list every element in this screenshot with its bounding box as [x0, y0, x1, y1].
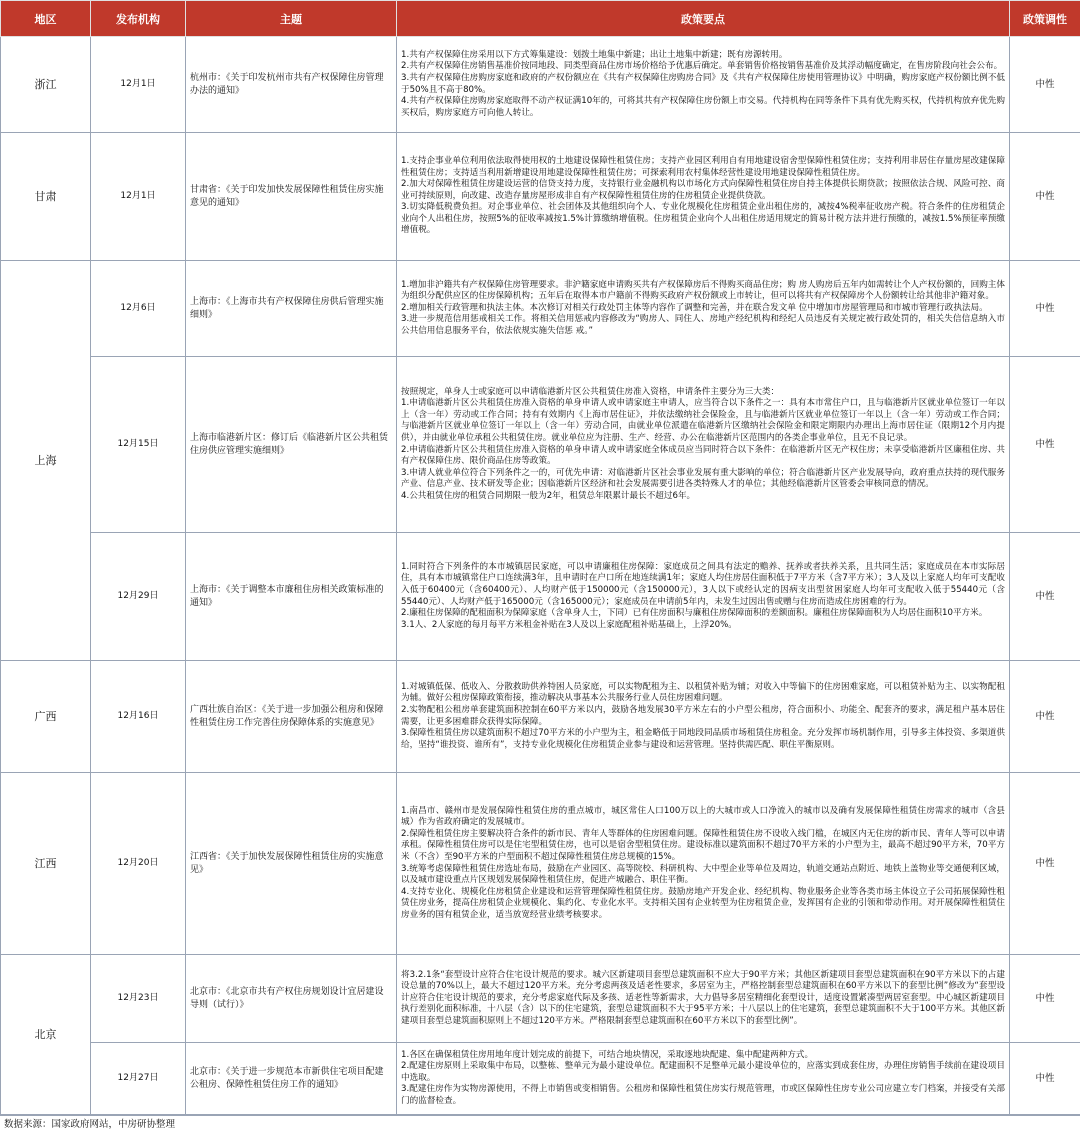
tone-cell: 中性	[1010, 955, 1080, 1043]
policy-point: 2.申请临港新片区公共租赁住房准入资格的单身申请人或申请家庭全体成员应当同时符合以下条件：在临港新片区无产权住房；未享受临港新片区廉租住房、共有产权保障住房、限价商品住房等政策。	[401, 444, 1005, 467]
policy-point: 4.共有产权保障住房购房家庭取得不动产权证满10年的，可将其共有产权保障住房份额上市交易。代持机构在同等条件下具有优先购买权，代持机构放弃优先购买权后，购房家庭方可向他人转让。	[401, 96, 1005, 118]
theme-cell: 杭州市：《关于印发杭州市共有产权保障住房管理办法的通知》	[186, 37, 397, 133]
table-row	[1, 37, 1080, 133]
policy-point: 3.1人、2人家庭的每月每平方米租金补贴在3人及以上家庭配租补贴基础上，上浮20%。	[401, 619, 737, 630]
theme-cell: 甘肃省：《关于印发加快发展保障性租赁住房实施意见的通知》	[186, 133, 397, 261]
header-issuer: 发布机构	[91, 1, 186, 37]
policy-point: 1.对城镇低保、低收入、分散救助供养特困人员家庭，可以实物配租为主、以租赁补贴为辅；对收入中等偏下的住房困难家庭，可以租赁补贴为主、以实物配租为辅。做好公租房保障政策衔接，推动解决从事基本公共服务行业人员住房困难问题。	[401, 681, 1005, 704]
tone-cell: 中性	[1010, 37, 1080, 133]
table-row	[1, 133, 1080, 261]
policy-point: 2.实物配租公租房单套建筑面积控制在60平方米以内，鼓励各地发展30平方米左右的小户型公租房，符合面积小、功能全、配套齐的要求，满足租户基本居住需要，让更多困难群众获得实际保障。	[401, 704, 1005, 727]
policy-point: 1.支持企事业单位利用依法取得使用权的土地建设保障性租赁住房；支持产业园区利用自有用地建设宿舍型保障性租赁住房；支持利用非居住存量房屋改建保障性租赁住房；支持适当利用新增建设用地建设保障性租赁住房；可探索利用农村集体经营性建设用地建设保障性租赁住房。	[401, 155, 1005, 178]
date-cell: 12月1日	[91, 37, 186, 133]
region-cell: 上海	[1, 261, 91, 661]
region-cell: 浙江	[1, 37, 91, 133]
theme-cell: 北京市：《北京市共有产权住房规划设计宜居建设导则（试行）》	[186, 955, 397, 1043]
policy-point: 4.公共租赁住房的租赁合同期限一般为2年，租赁总年限累计最长不超过6年。	[401, 490, 696, 501]
points-cell	[397, 1043, 1010, 1115]
header-points: 政策要点	[397, 1, 1010, 37]
policy-point: 1.申请临港新片区公共租赁住房准入资格的单身申请人或申请家庭主申请人，应当符合以下条件之一：具有本市常住户口，且与临港新片区就业单位签订一年以上（含一年）劳动或工作合同；持有有效期内《上海市居住证》，并依法缴纳社会保险金，且与临港新片区就业单位签订一年以上（含一年）劳动或工作合同；与临港新片区就业单位签订一年以上（含一年）劳动合同，由就业单位派遣在临港新片区缴纳社会保险金和限定期限内办理出上海市居住证（限期12个月内提供），并由就业单位承租公共租赁住房。就业单位应为注册、生产、经营、办公在临港新片区范围内的各类企事业单位，且无不良记录。	[401, 398, 1005, 443]
region-cell: 甘肃	[1, 133, 91, 261]
tone-cell: 中性	[1010, 261, 1080, 357]
policy-point: 1.同时符合下列条件的本市城镇居民家庭，可以申请廉租住房保障：家庭成员之间具有法定的赡养、抚养或者扶养关系，且共同生活；家庭成员在本市实际居住，具有本市城镇常住户口连续满3年，且申请时在户口所在地连续满1年；家庭人均住房居住面积低于7平方米（含7平方米）；3人及以上家庭人均年可支配收入低于60400元（含60400元）、人均财产低于150000元（含150000元），3人以下或经认定的因病支出型贫困家庭人均年可支配收入低于55440元（含55440元）、人均财产低于165000元（含165000元）；家庭成员在申请前5年内，未发生过因出售或赠与住房而造成住房困难的行为。	[401, 561, 1005, 607]
table-row	[1, 533, 1080, 661]
tone-cell: 中性	[1010, 661, 1080, 773]
policy-point: 2.加大对保障性租赁住房建设运营的信贷支持力度，支持银行业金融机构以市场化方式向保障性租赁住房自持主体提供长期贷款；按照依法合规、风险可控、商业可持续原则，向改建、改造存量房屋形成非自有产权保障性租赁住房的住房租赁企业提供贷款。	[401, 179, 1005, 201]
policy-point: 3.统筹考虑保障性租赁住房选址布局，鼓励在产业园区、高等院校、科研机构、大中型企业等单位及周边，轨道交通站点附近、地铁上盖物业等交通便利区域，以及城市建设重点片区规划发展保障性租赁住房，促进产城融合、职住平衡。	[401, 863, 1005, 886]
table-row	[1, 261, 1080, 357]
date-cell: 12月23日	[91, 955, 186, 1043]
policy-point: 将3.2.1条“套型设计应符合住宅设计规范的要求。城六区新建项目套型总建筑面积不应大于90平方米；其他区新建项目套型总建筑面积在90平方米以下的占建设总量的70%以上，最大不超过120平方米。充分考虑两孩及适老性要求，多居室为主，严格控制套型总建筑面积在60平方米以下的套型比例”修改为“套型设计应符合住宅设计规范的要求，充分考虑家庭代际及多孩、适老性等新需求，大力倡导多居室精细化套型设计，适度设置紧凑型两居室套型。中心城区新建项目执行差别化面积标准，十八层（含）以下的住宅建筑，套型总建筑面积不大于95平方米；十八层以上的住宅建筑，套型总建筑面积不大于100平方米。其他区新建项目套型总建筑面积原则上不超过120平方米。严格限制套型总建筑面积在60平方米以下的套型比例”。	[401, 969, 1005, 1026]
date-cell: 12月16日	[91, 661, 186, 773]
date-cell: 12月27日	[91, 1043, 186, 1115]
points-cell	[397, 661, 1010, 773]
policy-point: 2.共有产权保障住房销售基准价按同地段、同类型商品住房市场价格给予优惠后确定。单套销售价格按销售基准价及其浮动幅度确定，在售房阶段向社会公布。	[401, 61, 1003, 72]
table-row	[1, 955, 1080, 1043]
policy-point: 1.共有产权保障住房采用以下方式筹集建设：划拨土地集中新建；出让土地集中新建；既有房源转用。	[401, 49, 788, 60]
tone-cell: 中性	[1010, 133, 1080, 261]
tone-cell: 中性	[1010, 773, 1080, 955]
theme-cell: 广西壮族自治区：《关于进一步加强公租房和保障性租赁住房工作完善住房保障体系的实施意见》	[186, 661, 397, 773]
theme-cell: 江西省：《关于加快发展保障性租赁住房的实施意见》	[186, 773, 397, 955]
policy-point: 1.南昌市、赣州市是发展保障性租赁住房的重点城市，城区常住人口100万以上的大城市或人口净流入的城市以及确有发展保障性租赁住房需求的城市（含县城）作为省政府确定的发展城市。	[401, 805, 1005, 828]
table-row	[1, 773, 1080, 955]
header-theme: 主题	[186, 1, 397, 37]
header-row	[1, 1, 1080, 37]
header-tone: 政策调性	[1010, 1, 1080, 37]
tone-cell: 中性	[1010, 533, 1080, 661]
policy-point: 2.增加相关行政管理和执法主体。本次修订对相关行政处罚主体等内容作了调整和完善，并在联合发文单 位中增加市房屋管理局和市城市管理行政执法局。	[401, 302, 988, 313]
table-row	[1, 1043, 1080, 1115]
date-cell: 12月29日	[91, 533, 186, 661]
points-cell	[397, 261, 1010, 357]
date-cell: 12月1日	[91, 133, 186, 261]
policy-point: 1.各区在确保租赁住房用地年度计划完成的前提下，可结合地块情况，采取逐地块配建、集中配建两种方式。	[401, 1049, 814, 1060]
header-region: 地区	[1, 1, 91, 37]
points-cell	[397, 133, 1010, 261]
theme-cell: 上海市：《上海市共有产权保障住房供后管理实施细则》	[186, 261, 397, 357]
theme-cell: 上海市临港新片区：修订后《临港新片区公共租赁住房供应管理实施细则》	[186, 357, 397, 533]
points-cell	[397, 357, 1010, 533]
policy-point: 3.进一步规范信用惩戒相关工作。将相关信用惩戒内容修改为“购房人、同住人、房地产经纪机构和经纪人员违反有关规定被行政处罚的，相关失信信息纳入市公共信用信息服务平台，依法依规实施失信惩 戒。”	[401, 314, 1005, 336]
points-cell	[397, 533, 1010, 661]
table-row	[1, 661, 1080, 773]
policy-point: 4.支持专业化、规模化住房租赁企业建设和运营管理保障性租赁住房。鼓励房地产开发企业、经纪机构、物业服务企业等各类市场主体设立子公司拓展保障性租赁住房业务，提高住房租赁企业规模化、集约化、专业化水平。支持相关国有企业转型为住房租赁企业，发挥国有企业的引领和带动作用。对开展保障性租赁住房业务的国有租赁企业，适当放宽经营业绩考核要求。	[401, 886, 1005, 920]
source-note: 数据来源：国家政府网站，中房研协整理	[0, 1115, 1080, 1134]
theme-cell: 上海市：《关于调整本市廉租住房相关政策标准的通知》	[186, 533, 397, 661]
theme-cell: 北京市：《关于进一步规范本市新供住宅项目配建公租房、保障性租赁住房工作的通知》	[186, 1043, 397, 1115]
date-cell: 12月15日	[91, 357, 186, 533]
tone-cell: 中性	[1010, 357, 1080, 533]
policy-point: 3.保障性租赁住房以建筑面积不超过70平方米的小户型为主，租金略低于同地段同品质市场租赁住房租金。充分发挥市场机制作用，引导多主体投资、多渠道供给，坚持“谁投资、谁所有”，支持专业化规模化住房租赁企业参与建设和运营管理。坚持供需匹配、职住平衡原则。	[401, 728, 1005, 750]
policy-point: 3.切实降低税费负担。对企事业单位、社会团体及其他组织向个人、专业化规模化住房租赁企业出租住房的，减按4%税率征收房产税。符合条件的住房租赁企业向个人出租住房，按照5%的征收率减按1.5%计算缴纳增值税。住房租赁企业向个人出租住房适用规定的简易计税方法并进行预缴的，减按1.5%预征率预缴增值税。	[401, 202, 1005, 236]
policy-point: 按照规定，单身人士或家庭可以申请临港新片区公共租赁住房准入资格，申请条件主要分为三大类：	[401, 386, 780, 397]
points-cell	[397, 955, 1010, 1043]
policy-point: 1.增加非沪籍共有产权保障住房管理要求。非沪籍家庭申请购买共有产权保障房后不得购买商品住房；购 房人购房后五年内如需转让个人产权份额的，回购主体为组织分配供应区的住房保障机构；五年后在取得本市户籍前不得购买政府产权份额或上市转让，但可以将共有产权保障房个人份额转让给其他非沪籍对象。	[401, 279, 1005, 302]
date-cell: 12月20日	[91, 773, 186, 955]
points-cell	[397, 37, 1010, 133]
tone-cell: 中性	[1010, 1043, 1080, 1115]
policy-point: 3.共有产权保障住房购房家庭和政府的产权份额应在《共有产权保障住房购房合同》及《共有产权保障住房使用管理协议》中明确，购房家庭产权份额比例不低于50%且不高于80%。	[401, 72, 1005, 95]
region-cell: 广西	[1, 661, 91, 773]
table-row	[1, 357, 1080, 533]
region-cell: 北京	[1, 955, 91, 1115]
region-cell: 江西	[1, 773, 91, 955]
points-cell	[397, 773, 1010, 955]
date-cell: 12月6日	[91, 261, 186, 357]
policy-point: 2.保障性租赁住房主要解决符合条件的新市民、青年人等群体的住房困难问题。保障性租赁住房不设收入线门槛，在城区内无住房的新市民、青年人等可以申请承租。保障性租赁住房可以是住宅型租赁住房，也可以是宿舍型租赁住房。建设标准以建筑面积不超过70平方米的小户型为主，最高不超过90平方米，70平方米（不含）至90平方米的户型面积不超过保障性租赁住房总规模的15%。	[401, 828, 1005, 862]
policy-point: 2.廉租住房保障的配租面积为保障家庭（含单身人士，下同）已有住房面积与廉租住房保障面积的差额面积。廉租住房保障面积为人均居住面积10平方米。	[401, 608, 988, 619]
policy-point: 3.申请人就业单位符合下列条件之一的，可优先申请：对临港新片区社会事业发展有重大影响的单位；符合临港新片区产业发展导向，政府重点扶持的现代服务产业、信息产业、技术研发等企业；因临港新片区经济和社会发展需要引进各类特殊人才的单位；其他经临港新片区管委会审核同意的情况。	[401, 467, 1005, 490]
policy-point: 3.配建住房作为实物房源使用，不得上市销售或变相销售。公租房和保障性租赁住房实行规范管理，市或区保障性住房专业公司应建立专门档案，并接受有关部门的监督检查。	[401, 1084, 1005, 1106]
policy-point: 2.配建住房原则上采取集中布局，以整栋、整单元为最小建设单位。配建面积不足整单元最小建设单位的，应落实到成套住房，办理住房销售手续前在建设项目中选取。	[401, 1061, 1005, 1083]
